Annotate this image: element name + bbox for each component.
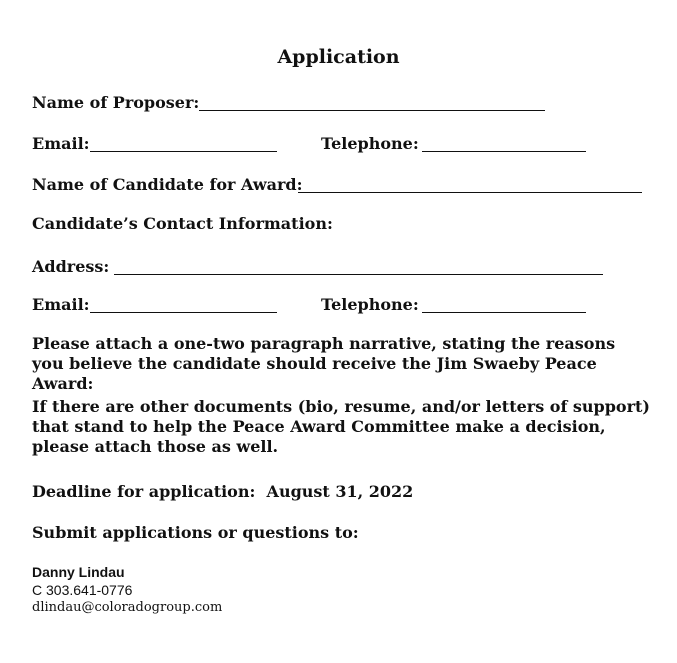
proposer-contact-row: [32, 133, 592, 157]
candidate-row: [32, 174, 644, 198]
proposer-row: [32, 92, 552, 116]
address-row: [32, 256, 607, 280]
contact-block: [32, 563, 222, 617]
contact-heading-row: [32, 213, 432, 237]
address-label: Address:: [32, 257, 110, 276]
narrative-instructions: Please attach a one-two paragraph narrative, stating the reasons you believe the candidate should receive the Jim Swaeby Peace Award:: [32, 334, 616, 393]
telephone-2-field[interactable]: [422, 312, 586, 313]
proposer-field[interactable]: [199, 110, 545, 111]
documents-instructions: If there are other documents (bio, resume, and/or letters of support) that stand to help the Peace Award Committee make a decision, please attach those as well.: [32, 397, 650, 456]
contact-phone: C 303.641-0776: [32, 582, 133, 598]
candidate-field[interactable]: [298, 192, 642, 193]
deadline-text: Deadline for application: August 31, 2022: [32, 482, 414, 501]
form-title: Application: [277, 46, 400, 68]
contact-email[interactable]: dlindau@coloradogroup.com: [32, 600, 223, 615]
candidate-label: Name of Candidate for Award:: [32, 175, 303, 194]
contact-name: Danny Lindau: [32, 564, 125, 580]
telephone-1-field[interactable]: [422, 151, 586, 152]
contact-heading: Candidate’s Contact Information:: [32, 214, 333, 233]
email-1-field[interactable]: [90, 151, 277, 152]
email-1-label: Email:: [32, 134, 90, 153]
submit-instructions: Submit applications or questions to:: [32, 523, 359, 542]
telephone-2-label: Telephone:: [321, 295, 419, 314]
proposer-label: Name of Proposer:: [32, 93, 200, 112]
candidate-contact-row: [32, 294, 592, 318]
email-2-field[interactable]: [90, 312, 277, 313]
email-2-label: Email:: [32, 295, 90, 314]
address-field[interactable]: [114, 274, 603, 275]
telephone-1-label: Telephone:: [321, 134, 419, 153]
